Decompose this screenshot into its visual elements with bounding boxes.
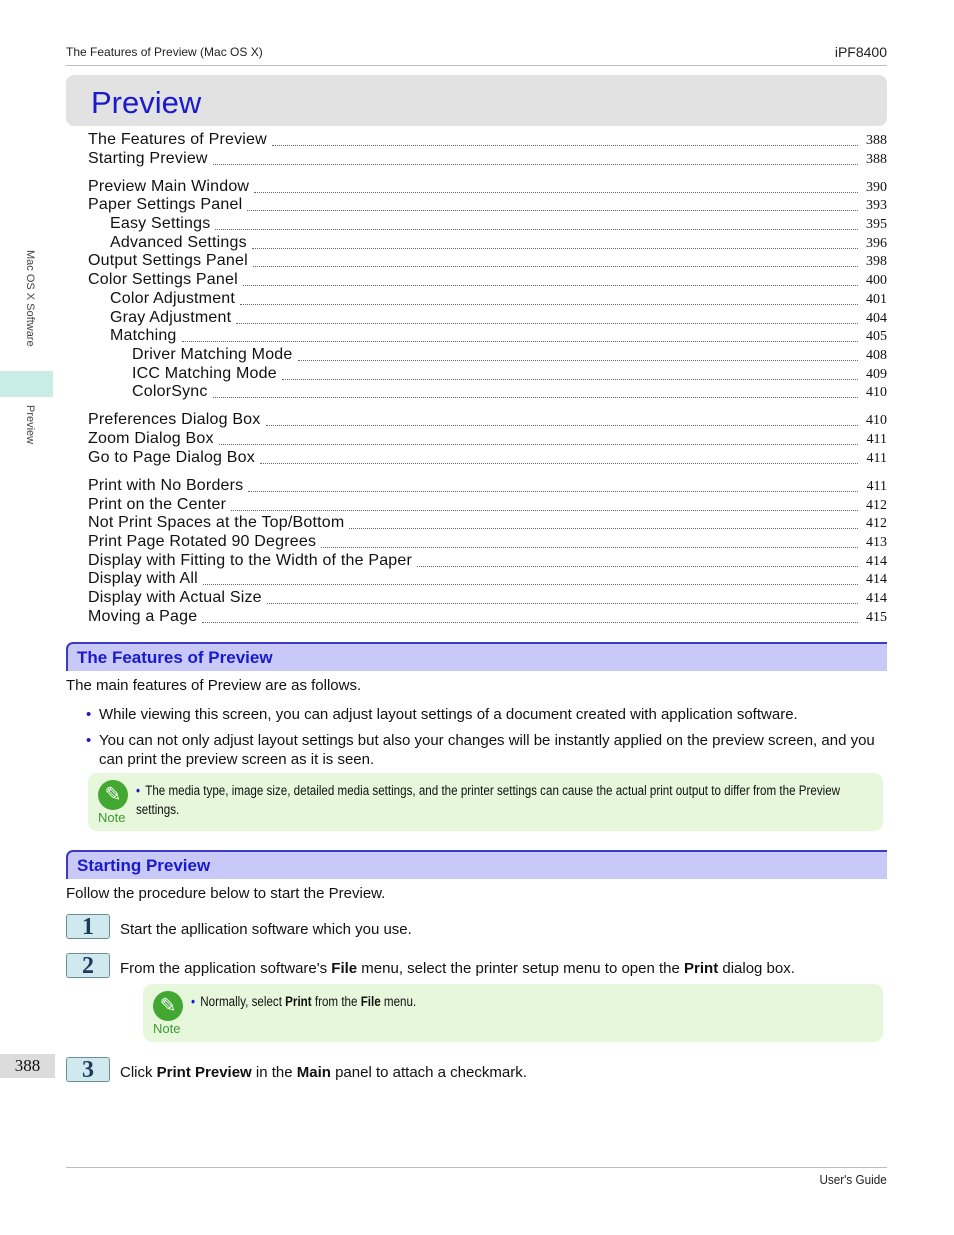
starting-intro: Follow the procedure below to start the Preview. [66,885,386,902]
toc-entry[interactable]: Output Settings Panel 398 [88,252,887,269]
note-pencil-icon: ✎ [98,780,128,810]
step-number-1: 1 [66,914,110,939]
list-item: • You can not only adjust layout settings but also your changes will be instantly applied on the preview screen, and you can print the preview screen as it is seen. [86,732,875,768]
step-1-text: Start the apllication software which you use. [120,921,412,938]
panel-name-main: Main [296,1064,331,1081]
toc-entry[interactable]: Print Page Rotated 90 Degrees 413 [88,533,887,550]
side-tab-preview[interactable]: Preview [24,405,36,445]
section-heading-starting [66,850,887,879]
page-number: 388 [0,1054,55,1078]
menu-name-file: File [331,960,358,977]
toc-entry[interactable]: ColorSync 410 [132,383,887,400]
toc-entry[interactable]: Zoom Dialog Box 411 [88,430,887,447]
running-header-model: iPF8400 [834,44,887,60]
toc-entry[interactable]: Advanced Settings 396 [110,234,887,251]
toc-entry[interactable]: Display with Fitting to the Width of the Paper 414 [88,552,887,569]
toc-entry[interactable]: Gray Adjustment 404 [110,309,887,326]
toc-entry[interactable]: Print on the Center 412 [88,496,887,513]
list-item: • While viewing this screen, you can adjust layout settings of a document created with application software. [86,706,798,723]
chapter-title: Preview [91,85,202,120]
dialog-name-print: Print [684,960,719,977]
side-tab-mac-os-x-software[interactable]: Mac OS X Software [24,250,36,347]
section-heading-text: Starting Preview [77,856,211,875]
toc-entry[interactable]: Matching 405 [110,327,887,344]
step-3-text: Click Print Preview in the Main panel to attach a checkmark. [120,1064,527,1081]
step-number-2: 2 [66,953,110,978]
toc-entry[interactable]: Display with Actual Size 414 [88,589,887,606]
running-header-title: The Features of Preview (Mac OS X) [66,45,263,59]
toc-entry[interactable]: Color Adjustment 401 [110,290,887,307]
note-text: • Normally, select Print from the File menu. [191,994,417,1009]
toc-entry[interactable]: The Features of Preview 388 [88,131,887,148]
note-pencil-icon: ✎ [153,991,183,1021]
toc-entry[interactable]: Display with All 414 [88,570,887,587]
step-number-3: 3 [66,1057,110,1082]
toc-entry[interactable]: Color Settings Panel 400 [88,271,887,288]
features-intro: The main features of Preview are as follows. [66,677,362,694]
header-divider [66,65,887,66]
toc-entry[interactable]: Preview Main Window 390 [88,178,887,195]
toc-entry[interactable]: ICC Matching Mode 409 [132,365,887,382]
note-box [88,773,883,831]
note-text: • The media type, image size, detailed media settings, and the printer settings can cause the actual print output to differ from the Preview settings. [136,783,841,817]
toc-entry[interactable]: Driver Matching Mode 408 [132,346,887,363]
toc-entry[interactable]: Easy Settings 395 [110,215,887,232]
footer-guide-name: User's Guide [819,1172,887,1187]
chapter-title-box [66,75,887,126]
bullet-icon: • [86,732,92,749]
toc-entry[interactable]: Paper Settings Panel 393 [88,196,887,213]
footer-divider [66,1167,887,1168]
note-label: Note [153,1021,181,1036]
toc-entry[interactable]: Starting Preview 388 [88,150,887,167]
toc-entry[interactable]: Not Print Spaces at the Top/Bottom 412 [88,514,887,531]
toc-entry[interactable]: Moving a Page 415 [88,608,887,625]
side-tab-highlight [0,371,53,397]
toc-entry[interactable]: Print with No Borders 411 [88,477,887,494]
section-heading-features [66,642,887,671]
option-name-print-preview: Print Preview [156,1064,252,1081]
toc-entry[interactable]: Go to Page Dialog Box 411 [88,449,887,466]
bullet-icon: • [86,706,92,723]
note-label: Note [98,810,126,825]
note-box [143,984,883,1042]
section-heading-text: The Features of Preview [77,648,273,667]
step-2-text: From the application software's File menu, select the printer setup menu to open the Print dialog box. [120,960,795,977]
toc-entry[interactable]: Preferences Dialog Box 410 [88,411,887,428]
